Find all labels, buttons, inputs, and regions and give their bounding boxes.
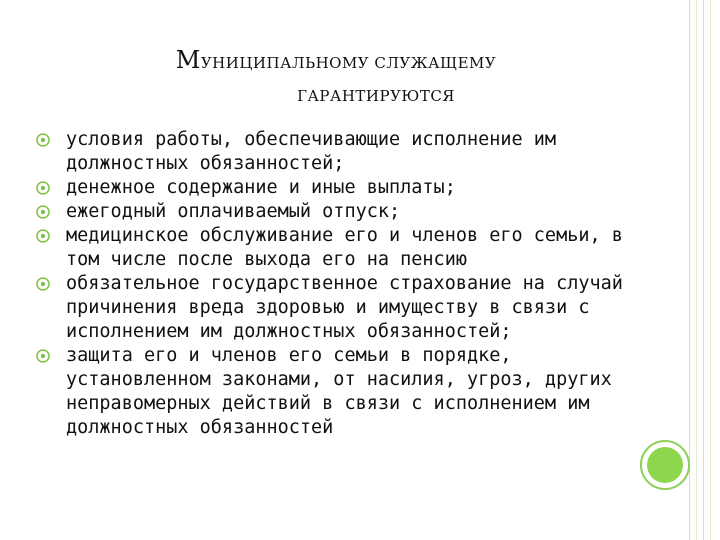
flower-bullet-icon [36,205,50,219]
flower-bullet-icon [36,133,50,147]
guarantees-list [36,128,636,440]
decorative-rail [710,0,711,540]
list-item-text: ежегодный оплачиваемый отпуск; [66,201,401,222]
flower-bullet-icon [36,229,50,243]
list-item [36,128,636,176]
flower-bullet-icon [36,277,50,291]
title-line-1: УНИЦИПАЛЬНОМУ СЛУЖАЩЕМУ [200,54,497,72]
decorative-rail [696,0,697,540]
title-line-2: ГАРАНТИРУЮТСЯ [297,87,455,105]
list-item [36,200,636,224]
flower-bullet-icon [36,181,50,195]
decorative-circle [640,440,690,490]
list-item-text: обязательное государственное страхование на случай причинения вреда здоровью и имуществу в связи с исполнением им должностных обязанностей; [66,273,623,342]
list-item [36,344,636,440]
decorative-rail [703,0,704,540]
list-item [36,224,636,272]
list-item-text: медицинское обслуживание его и членов его семьи, в том числе после выхода его на пенсию [66,225,623,270]
slide-subtitle [40,86,712,105]
decorative-circle-fill [647,447,683,483]
list-item-text: условия работы, обеспечивающие исполнение им должностных обязанностей; [66,129,557,174]
title-capital: М [175,46,201,74]
flower-bullet-icon [36,349,50,363]
slide-title [0,46,672,74]
list-item-text: денежное содержание и иные выплаты; [66,177,456,198]
list-item [36,176,636,200]
list-item-text: защита его и членов его семьи в порядке, установленном законами, от насилия, угроз, других неправомерных действий в связи с исполнением им должностных обязанностей [66,345,612,438]
list-item [36,272,636,344]
